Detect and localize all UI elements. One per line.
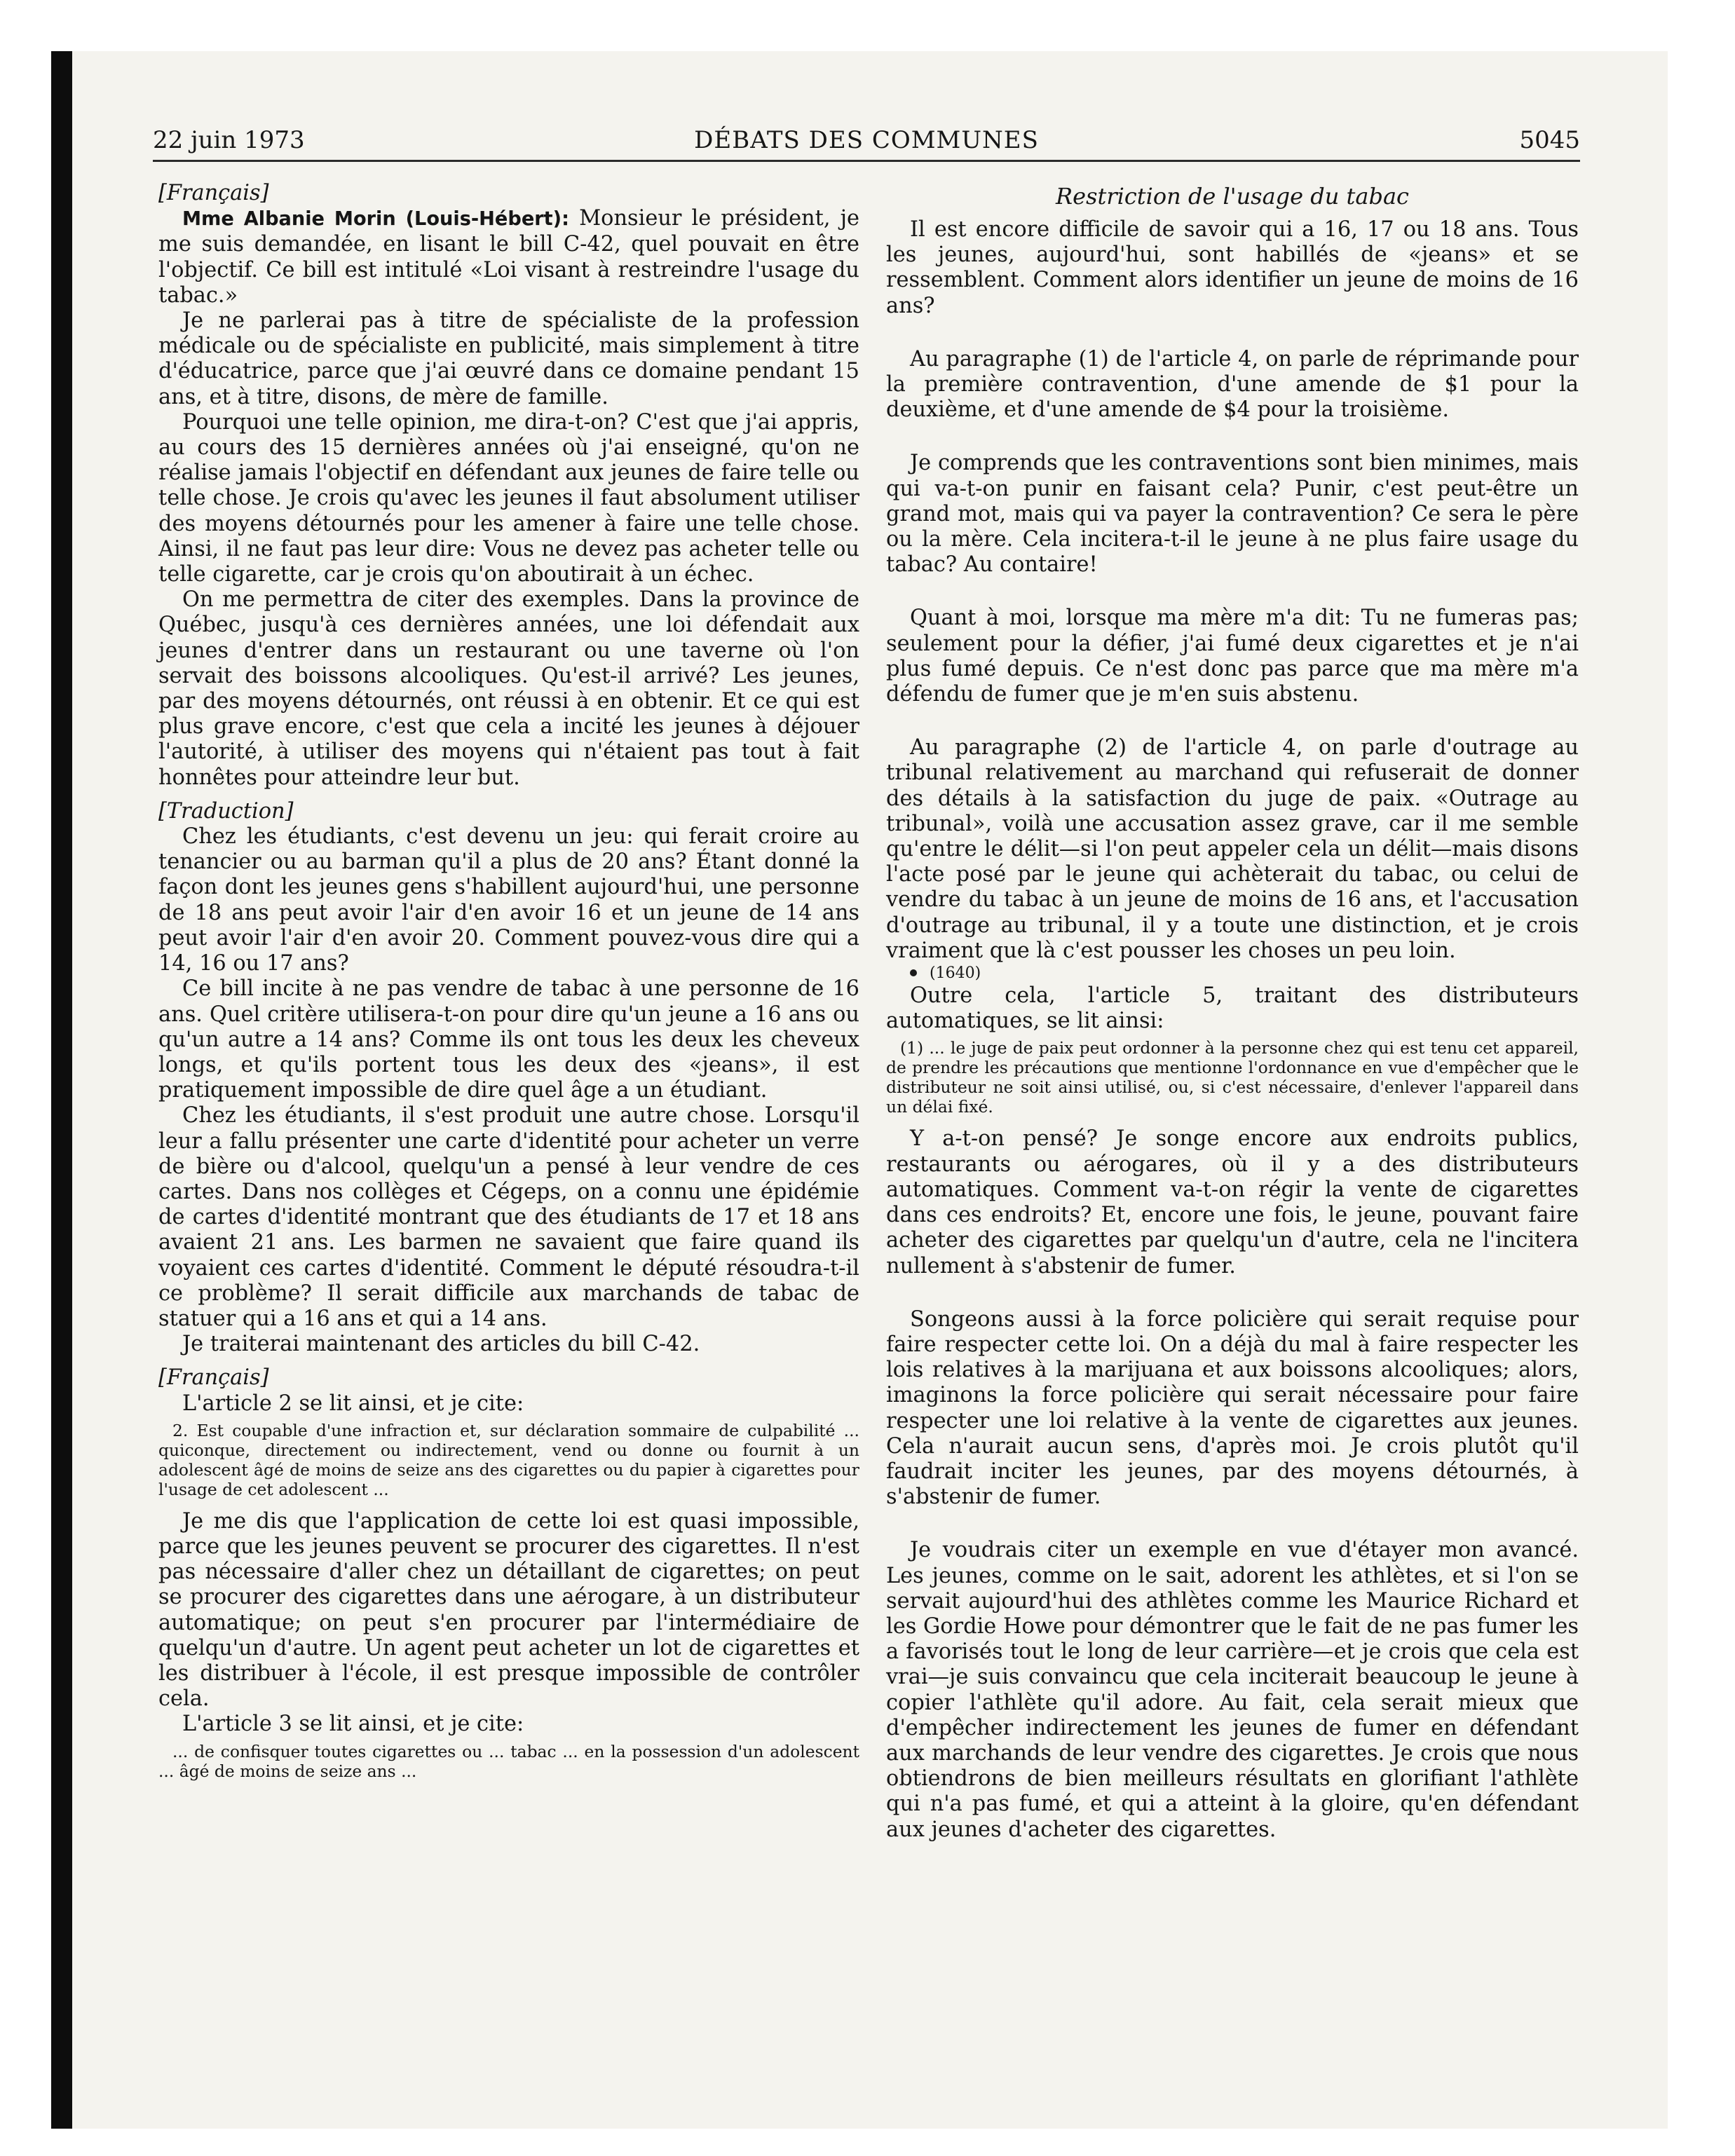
bill-quote: (1) ... le juge de paix peut ordonner à la personne chez qui est tenu cet appareil, de prendre les précautions que mentionne l'ordonnance en vue d'empêcher que le distributeur ne soit ainsi utilisé, ou, si c'est nécessaire, d'enlever l'appareil dans un délai fixé. [886, 1038, 1579, 1117]
paragraph: L'article 2 se lit ainsi, et je cite: [182, 1391, 524, 1416]
bill-quote: 2. Est coupable d'une infraction et, sur déclaration sommaire de culpabilité ... quiconque, directement ou indirectement, vend ou donne ou fournit à un adolescent âgé de moins de seize ans des cigarettes ou du papier à cigarettes pour l'usage de cet adolescent ... [158, 1420, 859, 1499]
paragraph: Je traiterai maintenant des articles du bill C-42. [182, 1332, 700, 1357]
language-label: [Français] [158, 1365, 269, 1391]
section-title: Restriction de l'usage du tabac [1056, 183, 1409, 210]
scan-edge-shadow [51, 51, 72, 2129]
header-title: DÉBATS DES COMMUNES [694, 126, 1039, 154]
paragraph [158, 206, 859, 308]
speaker-name: Mme Albanie Morin (Louis-Hébert): [182, 208, 569, 231]
timestamp-text: (1640) [930, 964, 981, 983]
paragraph: Il est encore difficile de savoir qui a 16, 17 ou 18 ans. Tous les jeunes, aujourd'hui, sont habillés de «jeans» et se ressemblent. Comment alors identifier un jeune de moins de 16 ans? [886, 217, 1579, 318]
speech-text: Monsieur le président, je me suis demandée, en lisant le bill C-42, quel pouvait en être l'objectif. Ce bill est intitulé «Loi visant à restreindre l'usage du tabac.» [158, 206, 859, 308]
paragraph: Je ne parlerai pas à titre de spécialiste de la profession médicale ou de spécialiste en publicité, mais simplement à titre d'éducatrice, parce que j'ai œuvré dans ce domaine pendant 15 ans, et à titre, disons, de mère de famille. [158, 308, 859, 409]
paragraph: Chez les étudiants, c'est devenu un jeu: qui ferait croire au tenancier ou au barman qu'il a plus de 20 ans? Étant donné la façon dont les jeunes gens s'habillent aujourd'hui, une personne de 18 ans peut avoir l'air d'en avoir 16 et un jeune de 14 ans peut avoir l'air d'en avoir 20. Comment pouvez-vous dire qui a 14, 16 ou 17 ans? [158, 824, 859, 976]
bullet-icon [910, 969, 917, 976]
language-label: [Français] [158, 181, 269, 205]
paragraph: L'article 3 se lit ainsi, et je cite: [182, 1712, 524, 1737]
paragraph: Au paragraphe (1) de l'article 4, on parle de réprimande pour la première contravention, d'une amende de $1 pour la deuxième, et d'une amende de $4 pour la troisième. [886, 346, 1579, 423]
paragraph: Ce bill incite à ne pas vendre de tabac à une personne de 16 ans. Quel critère utilisera-t-on pour dire qu'un jeune a 16 ans ou qu'un autre a 14 ans? Comme ils ont tous les deux les cheveux longs, et qu'ils portent tous les deux des «jeans», il est pratiquement impossible de dire quel âge a un étudiant. [158, 976, 859, 1103]
header-date: 22 juin 1973 [153, 126, 305, 154]
paragraph: Y a-t-on pensé? Je songe encore aux endroits publics, restaurants ou aérogares, où il y a des distributeurs automatiques. Comment va-t-on régir la vente de cigarettes dans ces endroits? Et, encore une fois, le jeune, pouvant faire acheter des cigarettes par quelqu'un d'autre, cela ne l'incitera nullement à s'abstenir de fumer. [886, 1126, 1579, 1278]
page-header [153, 125, 1580, 162]
paragraph: Songeons aussi à la force policière qui serait requise pour faire respecter cette loi. On a déjà du mal à faire respecter les lois relatives à la marijuana et aux boissons alcooliques; alors, imaginons la force policière qui serait nécessaire pour faire respecter une loi relative à la vente de cigarettes aux jeunes. Cela n'aurait aucun sens, d'après moi. Je crois plutôt qu'il faudrait inciter les jeunes, par des moyens détournés, à s'abstenir de fumer. [886, 1306, 1579, 1510]
language-label: [Traduction] [158, 798, 294, 824]
header-page-number: 5045 [1519, 126, 1580, 154]
paragraph: Pourquoi une telle opinion, me dira-t-on? C'est que j'ai appris, au cours des 15 dernières années où j'ai enseigné, qu'on ne réalise jamais l'objectif en défendant aux jeunes de faire telle ou telle chose. Je crois qu'avec les jeunes il faut absolument utiliser des moyens détournés pour les amener à faire une telle chose. Ainsi, il ne faut pas leur dire: Vous ne devez pas acheter telle ou telle cigarette, car je crois qu'on aboutirait à un échec. [158, 409, 859, 587]
right-column [886, 181, 1579, 1843]
paragraph: Je comprends que les contraventions sont bien minimes, mais qui va-t-on punir en faisant cela? Punir, c'est peut-être un grand mot, mais qui va payer la contravention? Ce sera le père ou la mère. Cela incitera-t-il le jeune à ne plus faire usage du tabac? Au contaire! [886, 451, 1579, 578]
bill-quote: ... de confisquer toutes cigarettes ou ... tabac ... en la possession d'un adolescent ... âgé de moins de seize ans ... [158, 1741, 859, 1781]
paragraph: Au paragraphe (2) de l'article 4, on parle d'outrage au tribunal relativement au marchand qui refuserait de donner des détails à la satisfaction du juge de paix. «Outrage au tribunal», voilà une accusation assez grave, car il me semble qu'entre le délit—si l'on peut appeler cela un délit—mais disons l'acte posé par le jeune qui achèterait du tabac, ou celui de vendre du tabac à un jeune de moins de 16 ans, et l'accusation d'outrage au tribunal, il y a toute une distinction, et je crois vraiment que là c'est pousser les choses un peu loin. [886, 735, 1579, 963]
paragraph: Quant à moi, lorsque ma mère m'a dit: Tu ne fumeras pas; seulement pour la défier, j'ai fumé deux cigarettes et je n'ai plus fumé depuis. Ce n'est donc pas parce que ma mère m'a défendu de fumer que je m'en suis abstenu. [886, 606, 1579, 707]
paragraph: Je voudrais citer un exemple en vue d'étayer mon avancé. Les jeunes, comme on le sait, adorent les athlètes, et si l'on se servait aujourd'hui des athlètes comme les Maurice Richard et les Gordie Howe pour démontrer que le fait de ne pas fumer les a favorisés tout le long de leur carrière—et je crois que cela est vrai—je suis convaincu que cela inciterait beaucoup le jeune à copier l'athlète qu'il adore. Au fait, cela serait mieux que d'empêcher indirectement les jeunes de fumer en défendant aux marchands de leur vendre des cigarettes. Je crois que nous obtiendrons de bien meilleurs résultats en glorifiant l'athlète qui n'a pas fumé, et qui a atteint à la gloire, qu'en défendant aux jeunes d'acheter des cigarettes. [886, 1538, 1579, 1842]
paragraph: On me permettra de citer des exemples. Dans la province de Québec, jusqu'à ces dernières années, une loi défendait aux jeunes d'entrer dans un restaurant ou une taverne où l'on servait des boissons alcooliques. Qu'est-il arrivé? Les jeunes, par des moyens détournés, ont réussi à en obtenir. Et ce qui est plus grave encore, c'est que cela a incité les jeunes à déjouer l'autorité, à utiliser des moyens qui n'étaient pas tout à fait honnêtes pour atteindre leur but. [158, 587, 859, 790]
paragraph: Outre cela, l'article 5, traitant des distributeurs automatiques, se lit ainsi: [886, 983, 1579, 1034]
left-column [158, 181, 859, 1791]
paragraph: Je me dis que l'application de cette loi est quasi impossible, parce que les jeunes peuvent se procurer des cigarettes. Il n'est pas nécessaire d'aller chez un détaillant de cigarettes; on peut se procurer des cigarettes dans une aérogare, à un distributeur automatique; on peut s'en procurer par l'intermédiaire de quelqu'un d'autre. Un agent peut acheter un lot de cigarettes et les distribuer à l'école, il est presque impossible de contrôler cela. [158, 1508, 859, 1712]
paragraph: Chez les étudiants, il s'est produit une autre chose. Lorsqu'il leur a fallu présenter une carte d'identité pour acheter un verre de bière ou d'alcool, quelqu'un a pensé à leur vendre de ces cartes. Dans nos collèges et Cégeps, on a connu une épidémie de cartes d'identité montrant que des étudiants de 17 et 18 ans avaient 21 ans. Les barmen ne savaient que faire quand ils voyaient ces cartes d'identité. Comment le député résoudra-t-il ce problème? Il serait difficile aux marchands de tabac de statuer qui a 16 ans et qui a 14 ans. [158, 1103, 859, 1331]
timestamp [886, 964, 1579, 983]
